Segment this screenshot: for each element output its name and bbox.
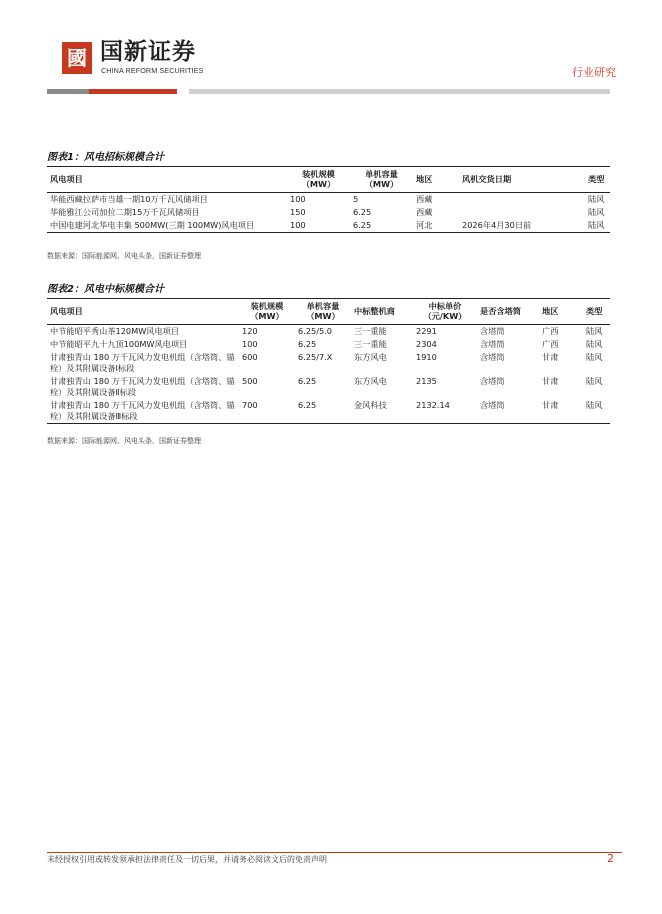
cell-unit-capacity: 6.25 <box>353 206 372 217</box>
cell-region: 西藏 <box>416 193 433 204</box>
cell-unit-capacity: 5 <box>353 193 359 204</box>
header-delivery-date: 风机交货日期 <box>459 167 585 193</box>
cell-region: 西藏 <box>416 206 433 217</box>
cell-region: 河北 <box>413 219 459 233</box>
cell-unit-capacity: 6.25 <box>298 375 317 386</box>
cell-tower-included: 含塔筒 <box>480 375 505 386</box>
cell-capacity: 120 <box>242 325 258 336</box>
cell-region: 甘肃 <box>542 375 559 386</box>
header-region: 地区 <box>413 167 459 193</box>
cell-type: 陆风 <box>586 338 603 349</box>
header-unit-capacity: 单机容量（MW） <box>295 299 351 325</box>
cell-capacity: 100 <box>290 193 306 204</box>
header-project: 风电项目 <box>47 167 287 193</box>
cell-capacity: 100 <box>242 338 258 349</box>
table-header-row <box>47 167 610 193</box>
header-divider-gray <box>47 89 89 94</box>
cell-type: 陆风 <box>586 375 603 386</box>
page-number: 2 <box>607 852 614 865</box>
cell-project: 甘肃独青山 180 万千瓦风力发电机组（含塔筒、锚栓）及其附属设备Ⅰ标段 <box>50 351 235 373</box>
cell-winning-oem: 东方风电 <box>354 375 387 386</box>
footer-divider <box>47 852 622 853</box>
company-logo-icon: 國 <box>62 42 92 74</box>
cell-tower-included: 含塔筒 <box>480 351 505 362</box>
cell-region: 甘肃 <box>542 351 559 362</box>
cell-winning-oem: 东方风电 <box>354 351 387 362</box>
cell-unit-price: 2291 <box>416 325 437 336</box>
cell-unit-capacity: 6.25 <box>298 338 317 349</box>
cell-region: 广西 <box>542 325 559 336</box>
cell-project: 中节能昭平秀山茶120MW风电项目 <box>50 325 180 336</box>
cell-capacity: 150 <box>290 206 306 217</box>
header-type: 类型 <box>583 299 610 325</box>
bid-tender-table <box>47 166 610 233</box>
header-type: 类型 <box>585 167 610 193</box>
table-row <box>47 375 610 399</box>
header-winning-oem: 中标整机商 <box>351 299 413 325</box>
cell-type: 陆风 <box>586 351 603 362</box>
cell-unit-price: 2304 <box>416 338 437 349</box>
cell-type: 陆风 <box>588 206 605 217</box>
cell-unit-capacity: 6.25/5.0 <box>298 325 333 336</box>
header-project: 风电项目 <box>47 299 239 325</box>
header-tower-included: 是否含塔筒 <box>477 299 539 325</box>
header-unit-price: 中标单价（元/KW） <box>413 299 477 325</box>
cell-region: 广西 <box>542 338 559 349</box>
page-header <box>0 0 662 100</box>
cell-type: 陆风 <box>588 193 605 204</box>
table-row <box>47 351 610 375</box>
header-region: 地区 <box>539 299 583 325</box>
cell-unit-capacity: 6.25 <box>295 399 351 424</box>
cell-capacity: 700 <box>239 399 295 424</box>
brand-name: 国新证券 <box>100 39 196 65</box>
header-unit-capacity: 单机容量（MW） <box>350 167 413 193</box>
cell-tower-included: 含塔筒 <box>477 399 539 424</box>
table-header-row <box>47 299 610 325</box>
cell-type: 陆风 <box>585 219 610 233</box>
cell-type: 陆风 <box>583 399 610 424</box>
header-capacity: 装机规模（MW） <box>287 167 350 193</box>
table-row <box>47 206 610 219</box>
cell-project: 华能雅江公司加拉二期15万千瓦风储项目 <box>50 206 200 217</box>
cell-unit-price: 2132.14 <box>413 399 477 424</box>
cell-project: 甘肃独青山 180 万千瓦风力发电机组（含塔筒、锚栓）及其附属设备Ⅲ标段 <box>47 399 239 424</box>
brand-name-en: CHINA REFORM SECURITIES <box>101 66 204 75</box>
cell-capacity: 100 <box>287 219 350 233</box>
table2-source: 数据来源：国际能源网、风电头条，国新证券整理 <box>47 437 201 445</box>
cell-region: 甘肃 <box>539 399 583 424</box>
report-type: 行业研究 <box>572 66 616 79</box>
table1-title: 图表1：风电招标规模合计 <box>47 152 164 163</box>
cell-tower-included: 含塔筒 <box>480 338 505 349</box>
header-divider-red <box>89 89 177 94</box>
cell-capacity: 600 <box>242 351 258 362</box>
cell-unit-capacity: 6.25/7.X <box>298 351 333 362</box>
table-row <box>47 324 610 338</box>
cell-winning-oem: 金风科技 <box>351 399 413 424</box>
cell-project: 甘肃独青山 180 万千瓦风力发电机组（含塔筒、锚栓）及其附属设备Ⅱ标段 <box>50 375 235 397</box>
table-row <box>47 219 610 233</box>
cell-tower-included: 含塔筒 <box>480 325 505 336</box>
cell-capacity: 500 <box>242 375 258 386</box>
cell-project: 华能西藏拉萨市当雄一期10万千瓦风储项目 <box>50 193 208 204</box>
table-row <box>47 399 610 424</box>
cell-unit-price: 2135 <box>416 375 437 386</box>
cell-project: 中节能昭平九十九顶100MW风电项目 <box>50 338 188 349</box>
footer-disclaimer: 未经授权引用或转发须承担法律责任及一切后果，并请务必阅读文后的免责声明 <box>47 855 327 864</box>
cell-project: 中国电建河北华电丰集 500MW(三期 100MW)风电项目 <box>47 219 287 233</box>
cell-delivery-date <box>459 192 585 206</box>
cell-type: 陆风 <box>586 325 603 336</box>
cell-unit-price: 1910 <box>416 351 437 362</box>
header-capacity: 装机规模（MW） <box>239 299 295 325</box>
cell-delivery-date: 2026年4月30日前 <box>459 219 585 233</box>
table-row <box>47 192 610 206</box>
winning-bid-table <box>47 298 610 424</box>
table1-source: 数据来源：国际能源网、风电头条，国新证券整理 <box>47 252 201 260</box>
cell-unit-capacity: 6.25 <box>350 219 413 233</box>
cell-winning-oem: 三一重能 <box>354 338 387 349</box>
table-row <box>47 338 610 351</box>
cell-delivery-date <box>459 206 585 219</box>
table2-title: 图表2：风电中标规模合计 <box>47 284 164 295</box>
header-divider-light <box>189 89 610 94</box>
cell-winning-oem: 三一重能 <box>354 325 387 336</box>
